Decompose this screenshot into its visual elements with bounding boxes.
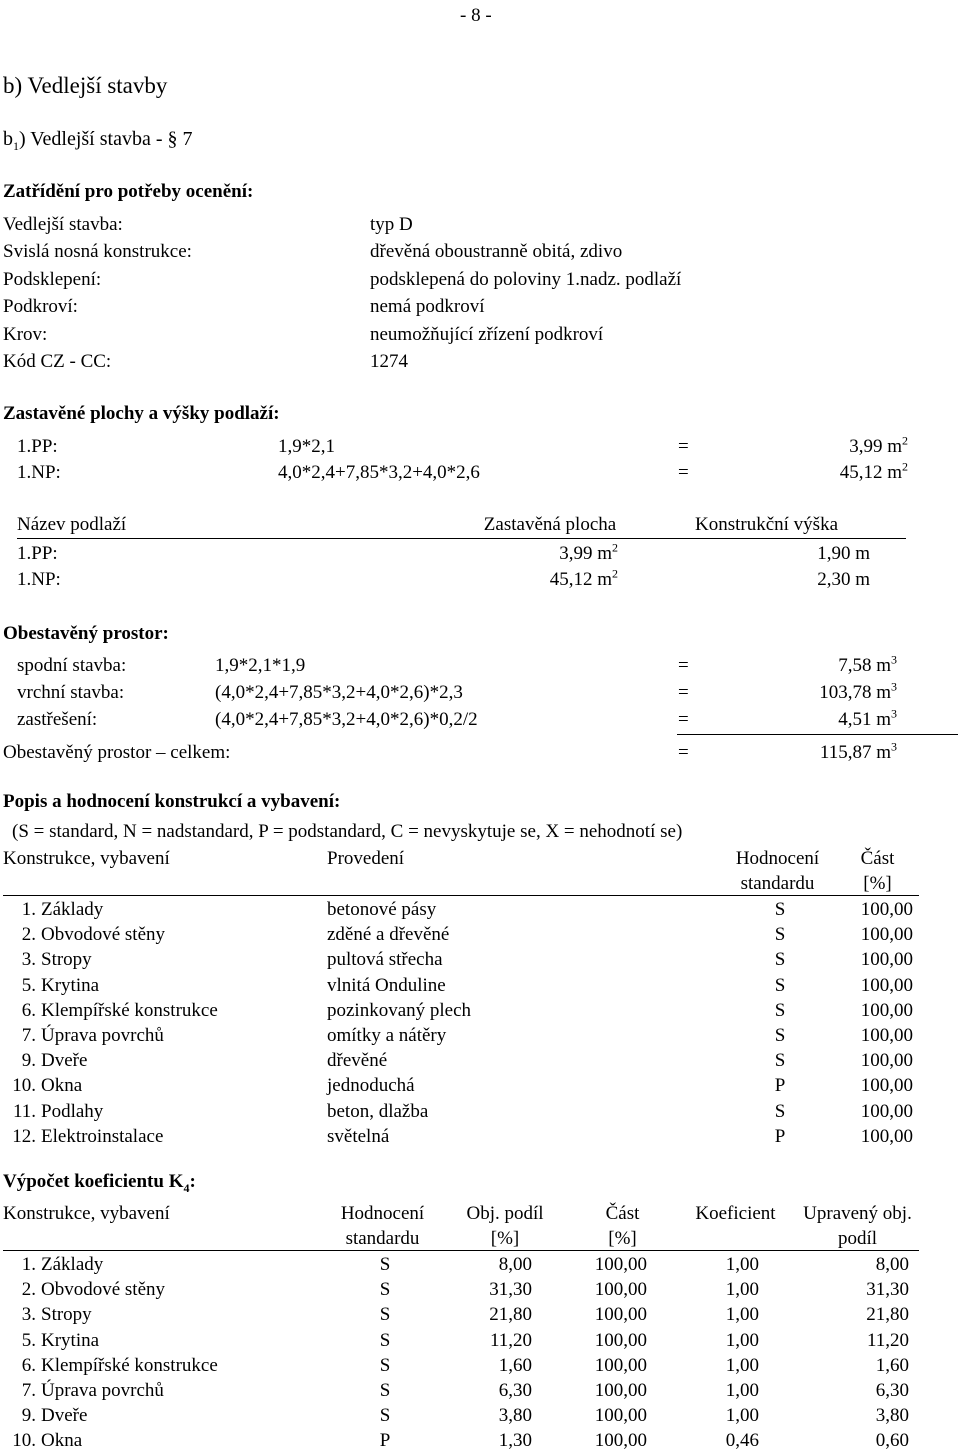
construction-name: Stropy: [41, 949, 92, 971]
k4-adjusted: 1,60: [875, 1354, 909, 1376]
k4-header-adjusted: Upravený obj.: [803, 1203, 912, 1224]
classification-label: Krov:: [3, 323, 48, 345]
k4-number: 10.: [12, 1430, 36, 1452]
construction-rating: S: [774, 1050, 786, 1072]
construction-rating: P: [774, 1075, 786, 1097]
construction-part: 100,00: [860, 999, 913, 1021]
construction-part: 100,00: [860, 974, 913, 996]
construction-rating: S: [774, 1025, 786, 1046]
volume-total-rule: [677, 734, 958, 735]
construction-number: 1.: [21, 899, 36, 920]
k4-part: 100,00: [594, 1329, 647, 1351]
construction-rating: S: [774, 949, 786, 971]
classification-value: typ D: [370, 214, 413, 235]
k4-coefficient: 1,00: [725, 1304, 759, 1326]
k4-coefficient: 1,00: [725, 1329, 759, 1351]
k4-share: 6,30: [498, 1380, 532, 1401]
volume-total-value: 115,87 $m^3$: [819, 739, 897, 763]
volume-row-eq: =: [678, 655, 689, 676]
floor-row-name: 1.NP:: [17, 569, 61, 590]
constr-header-construction: Konstrukce, vybavení: [3, 848, 170, 869]
k4-part: 100,00: [594, 1380, 647, 1401]
constr-table-rule: [3, 895, 919, 896]
area-calc-eq: =: [678, 462, 689, 483]
construction-number: 3.: [21, 949, 36, 971]
volume-row-label: vrchní stavba:: [17, 682, 125, 703]
subsection-title: $b_1$) Vedlejší stavba - § 7: [3, 128, 193, 153]
k4-rating: S: [379, 1380, 391, 1401]
k4-number: 1.: [21, 1254, 36, 1275]
volume-row-label: zastřešení:: [17, 709, 98, 730]
constr-header-part: Část: [860, 848, 895, 869]
construction-rating: P: [774, 1125, 786, 1147]
classification-value: neumožňující zřízení podkroví: [370, 323, 604, 345]
construction-name: Okna: [41, 1075, 83, 1097]
k4-header-share-2: [%]: [490, 1228, 520, 1249]
classification-value: podsklepená do poloviny 1.nadz. podlaží: [370, 268, 682, 290]
construction-execution: zděné a dřevěné: [327, 924, 450, 946]
construction-name: Krytina: [41, 974, 100, 996]
area-calc-formula: 4,0*2,4+7,85*3,2+4,0*2,6: [278, 462, 480, 483]
area-calc-value: 3,99 $m^2$: [849, 433, 908, 457]
volume-row-formula: (4,0*2,4+7,85*3,2+4,0*2,6)*0,2/2: [215, 709, 478, 730]
k4-share: 31,30: [489, 1279, 532, 1301]
construction-part: 100,00: [860, 1125, 913, 1147]
construction-part: 100,00: [860, 1025, 913, 1046]
classification-value: 1274: [370, 351, 408, 372]
k4-share: 11,20: [489, 1329, 532, 1351]
k4-number: 7.: [21, 1380, 36, 1401]
construction-execution: pultová střecha: [327, 949, 443, 971]
k4-name: Okna: [41, 1430, 83, 1452]
construction-name: Dveře: [41, 1050, 88, 1072]
construction-number: 2.: [21, 924, 36, 946]
k4-number: 3.: [21, 1304, 36, 1326]
k4-coefficient: 1,00: [725, 1405, 759, 1427]
k4-coefficient: 1,00: [725, 1354, 759, 1376]
construction-part: 100,00: [860, 1075, 913, 1097]
classification-label: Kód CZ - CC:: [3, 351, 112, 372]
area-calc-label: 1.PP:: [17, 436, 58, 457]
construction-rating: S: [774, 1100, 786, 1122]
floor-table-rule: [17, 538, 906, 539]
k4-adjusted: 11,20: [866, 1329, 909, 1351]
k4-share: 1,60: [498, 1354, 532, 1376]
k4-adjusted: 3,80: [875, 1405, 909, 1427]
construction-rating: S: [774, 924, 786, 946]
classification-label: Svislá nosná konstrukce:: [3, 241, 192, 263]
k4-name: Krytina: [41, 1329, 100, 1351]
k4-name: Obvodové stěny: [41, 1279, 166, 1301]
k4-coefficient: 1,00: [725, 1380, 759, 1401]
floor-row-area: 3,99 $m^2$: [559, 540, 618, 564]
k4-header-construction: Konstrukce, vybavení: [3, 1203, 170, 1224]
constr-header-rating-2: standardu: [740, 873, 815, 894]
construction-execution: beton, dlažba: [327, 1100, 429, 1122]
k4-number: 9.: [21, 1405, 36, 1427]
k4-name: Dveře: [41, 1405, 88, 1427]
construction-number: 5.: [21, 974, 36, 996]
k4-adjusted: 21,80: [866, 1304, 909, 1326]
k4-rating: S: [379, 1354, 391, 1376]
k4-rating: S: [379, 1405, 391, 1427]
construction-name: Úprava povrchů: [41, 1025, 164, 1046]
construction-part: 100,00: [860, 949, 913, 971]
k4-share: 1,30: [498, 1430, 532, 1452]
construction-execution: světelná: [327, 1125, 390, 1147]
k4-rating: S: [379, 1304, 391, 1326]
area-calc-value: 45,12 $m^2$: [839, 459, 908, 483]
constr-header-execution: Provedení: [327, 848, 405, 869]
construction-number: 10.: [12, 1075, 36, 1097]
volume-row-value: 7,58 $m^3$: [838, 652, 897, 676]
volume-row-value: 103,78 $m^3$: [819, 679, 897, 703]
construction-name: Klempířské konstrukce: [41, 999, 218, 1021]
volume-row-label: spodní stavba:: [17, 655, 127, 676]
k4-share: 3,80: [498, 1405, 532, 1427]
construction-number: 12.: [12, 1125, 36, 1147]
construction-name: Základy: [41, 899, 104, 920]
volume-row-value: 4,51 $m^3$: [838, 706, 897, 730]
floor-table-header-name: Název podlaží: [17, 514, 127, 535]
k4-adjusted: 8,00: [875, 1254, 909, 1275]
construction-part: 100,00: [860, 1100, 913, 1122]
k4-number: 2.: [21, 1279, 36, 1301]
floor-table-header-area: Zastavěná plocha: [483, 514, 617, 535]
classification-value: dřevěná oboustranně obitá, zdivo: [370, 241, 623, 263]
construction-rating: S: [774, 899, 786, 920]
k4-number: 6.: [21, 1354, 36, 1376]
floor-table-header-height: Konstrukční výška: [695, 514, 839, 535]
k4-rating: P: [379, 1430, 391, 1452]
construction-name: Obvodové stěny: [41, 924, 166, 946]
k4-table-rule: [3, 1250, 919, 1251]
volume-row-formula: (4,0*2,4+7,85*3,2+4,0*2,6)*2,3: [215, 682, 463, 703]
k4-header-adjusted-2: podíl: [837, 1228, 878, 1249]
k4-part: 100,00: [594, 1279, 647, 1301]
constructions-heading: Popis a hodnocení konstrukcí a vybavení:: [3, 791, 341, 812]
k4-rating: S: [379, 1329, 391, 1351]
constr-header-rating: Hodnocení: [735, 848, 820, 869]
volume-row-eq: =: [678, 709, 689, 730]
k4-header-coefficient: Koeficient: [695, 1203, 776, 1224]
k4-name: Základy: [41, 1254, 104, 1275]
page-number: - 8 -: [460, 5, 492, 26]
volume-total-label: Obestavěný prostor – celkem:: [3, 742, 231, 763]
k4-part: 100,00: [594, 1304, 647, 1326]
construction-rating: S: [774, 974, 786, 996]
construction-rating: S: [774, 999, 786, 1021]
k4-adjusted: 31,30: [866, 1279, 909, 1301]
k4-header-part: Část: [605, 1203, 640, 1224]
k4-adjusted: 0,60: [875, 1430, 909, 1452]
section-title: b) Vedlejší stavby: [3, 73, 168, 98]
k4-rating: S: [379, 1279, 391, 1301]
constr-header-part-2: [%]: [863, 873, 892, 894]
k4-share: 8,00: [498, 1254, 532, 1275]
k4-share: 21,80: [489, 1304, 532, 1326]
area-calc-label: 1.NP:: [17, 462, 61, 483]
k4-part: 100,00: [594, 1405, 647, 1427]
rating-legend: (S = standard, N = nadstandard, P = podstandard, C = nevyskytuje se, X = nehodnotí se): [12, 821, 683, 842]
k4-part: 100,00: [594, 1430, 647, 1452]
construction-execution: betonové pásy: [327, 899, 437, 920]
construction-execution: dřevěné: [327, 1050, 388, 1072]
k4-part: 100,00: [594, 1254, 647, 1275]
k4-rating: S: [379, 1254, 391, 1275]
volume-total-eq: =: [678, 742, 689, 763]
k4-header-rating: Hodnocení: [340, 1203, 425, 1224]
k4-coefficient: 1,00: [725, 1279, 759, 1301]
k4-header-share: Obj. podíl: [466, 1203, 544, 1224]
construction-name: Podlahy: [41, 1100, 104, 1122]
k4-name: Klempířské konstrukce: [41, 1354, 218, 1376]
floor-row-height: 2,30 m: [817, 569, 870, 590]
floor-row-height: 1,90 m: [817, 543, 870, 564]
volume-row-eq: =: [678, 682, 689, 703]
k4-coefficient: 1,00: [725, 1254, 759, 1275]
k4-adjusted: 6,30: [875, 1380, 909, 1401]
construction-number: 9.: [21, 1050, 36, 1072]
k4-coefficient: 0,46: [725, 1430, 759, 1452]
k4-heading: Výpočet koeficientu $K_4$:: [3, 1171, 196, 1195]
construction-number: 11.: [12, 1100, 36, 1122]
classification-value: nemá podkroví: [370, 296, 485, 318]
construction-number: 6.: [21, 999, 36, 1021]
areas-heading: Zastavěné plochy a výšky podlaží:: [3, 403, 280, 424]
construction-name: Elektroinstalace: [41, 1125, 164, 1147]
classification-label: Podsklepení:: [3, 268, 102, 290]
construction-execution: jednoduchá: [327, 1075, 415, 1097]
k4-header-part-2: [%]: [608, 1228, 637, 1249]
volume-heading: Obestavěný prostor:: [3, 623, 169, 644]
k4-number: 5.: [21, 1329, 36, 1351]
volume-row-formula: 1,9*2,1*1,9: [215, 655, 306, 676]
construction-execution: omítky a nátěry: [327, 1025, 447, 1046]
construction-execution: pozinkovaný plech: [327, 999, 472, 1021]
k4-part: 100,00: [594, 1354, 647, 1376]
area-calc-eq: =: [678, 436, 689, 457]
construction-part: 100,00: [860, 924, 913, 946]
floor-row-area: 45,12 $m^2$: [549, 566, 618, 590]
construction-number: 7.: [21, 1025, 36, 1046]
classification-label: Vedlejší stavba:: [3, 214, 123, 235]
construction-part: 100,00: [860, 899, 913, 920]
floor-row-name: 1.PP:: [17, 543, 58, 564]
classification-heading: Zatřídění pro potřeby ocenění:: [3, 181, 254, 202]
k4-name: Úprava povrchů: [41, 1380, 164, 1401]
k4-name: Stropy: [41, 1304, 92, 1326]
construction-execution: vlnitá Onduline: [327, 974, 446, 996]
construction-part: 100,00: [860, 1050, 913, 1072]
k4-header-rating-2: standardu: [345, 1228, 420, 1249]
area-calc-formula: 1,9*2,1: [278, 436, 335, 457]
classification-label: Podkroví:: [3, 296, 78, 318]
